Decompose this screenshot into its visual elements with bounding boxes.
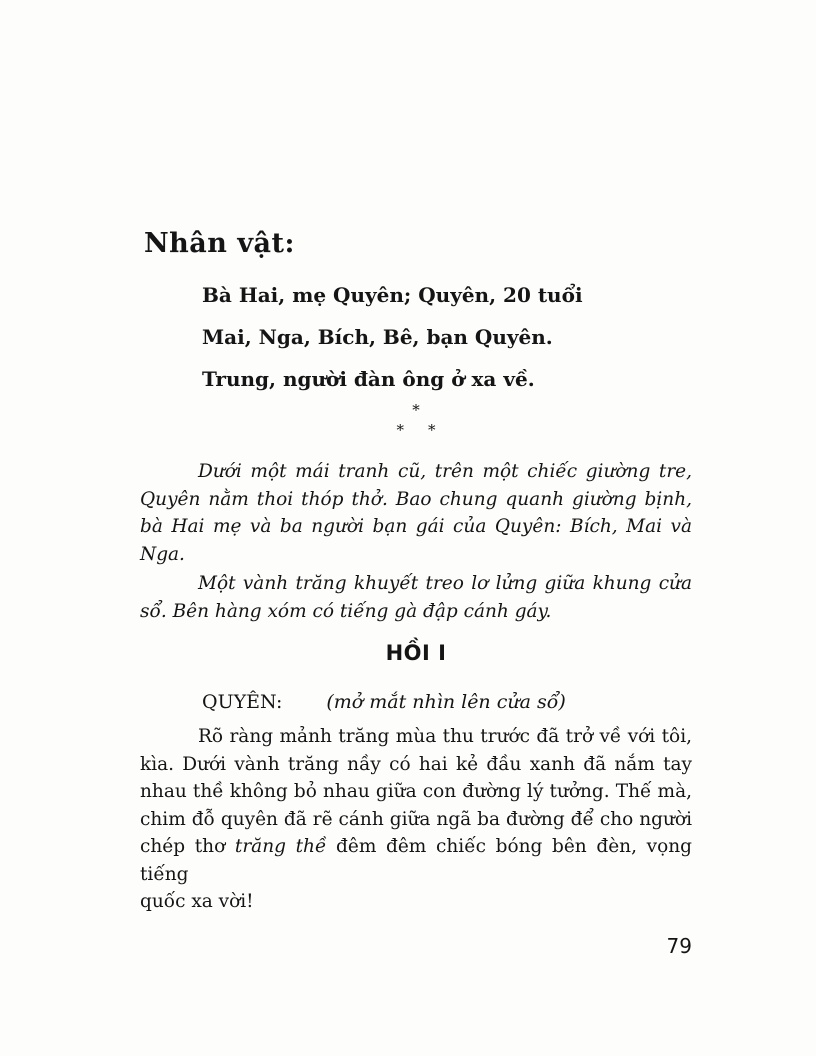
text-line: Trung, người đàn ông ở xa về. <box>202 367 535 391</box>
divider-star-top <box>140 400 692 420</box>
text-segment: chép thơ <box>140 836 235 857</box>
text-line: bà Hai mẹ và ba người bạn gái của Quyên: Bích, Mai và <box>140 516 692 537</box>
text-line: nhau thề không bỏ nhau giữa con đường lý tưởng. Thế mà, <box>140 781 692 802</box>
speaker-line <box>202 688 692 716</box>
act-heading: HỒI I <box>385 641 447 665</box>
stage-direction-paragraph <box>140 570 692 625</box>
text-line: Bà Hai, mẹ Quyên; Quyên, 20 tuổi <box>202 283 583 307</box>
text-line: chim đỗ quyên đã rẽ cánh giữa ngã ba đường để cho người <box>140 808 692 830</box>
divider-star-bottom <box>140 420 692 440</box>
emphasized-text: trăng thề <box>234 836 327 857</box>
text-line: Mai, Nga, Bích, Bê, bạn Quyên. <box>202 325 553 349</box>
stage-direction-paragraph <box>140 458 692 568</box>
text-line: kìa. Dưới vành trăng nầy có hai kẻ đầu xanh đã nắm tay <box>140 753 692 775</box>
text-line: Một vành trăng khuyết treo lơ lửng giữa khung cửa <box>198 573 692 594</box>
text-line: Dưới một mái tranh cũ, trên một chiếc giường tre, <box>198 461 692 482</box>
cast-heading: Nhân vật: <box>144 228 295 259</box>
text-line: Nga. <box>140 543 185 565</box>
asterisk-icon: * <box>428 421 436 439</box>
asterisk-icon: * <box>412 401 420 419</box>
scene-divider <box>140 400 692 440</box>
cast-list <box>202 274 692 400</box>
text-line <box>140 833 692 888</box>
inline-stage-direction: (mở mắt nhìn lên cửa sổ) <box>326 691 566 713</box>
text-line: quốc xa vời! <box>140 891 254 912</box>
text-line: sổ. Bên hàng xóm có tiếng gà đập cánh gáy. <box>140 600 552 622</box>
text-segment: đêm đêm chiếc bóng bên đèn, vọng tiếng <box>140 836 692 885</box>
speaker-name: QUYÊN: <box>202 691 283 713</box>
page-number: 79 <box>666 933 692 958</box>
asterisk-icon: * <box>396 421 404 439</box>
text-line: Rõ ràng mảnh trăng mùa thu trước đã trở về với tôi, <box>198 726 692 747</box>
dialogue-paragraph <box>140 723 692 916</box>
text-line: Quyên nằm thoi thóp thở. Bao chung quanh giường bịnh, <box>140 488 692 510</box>
